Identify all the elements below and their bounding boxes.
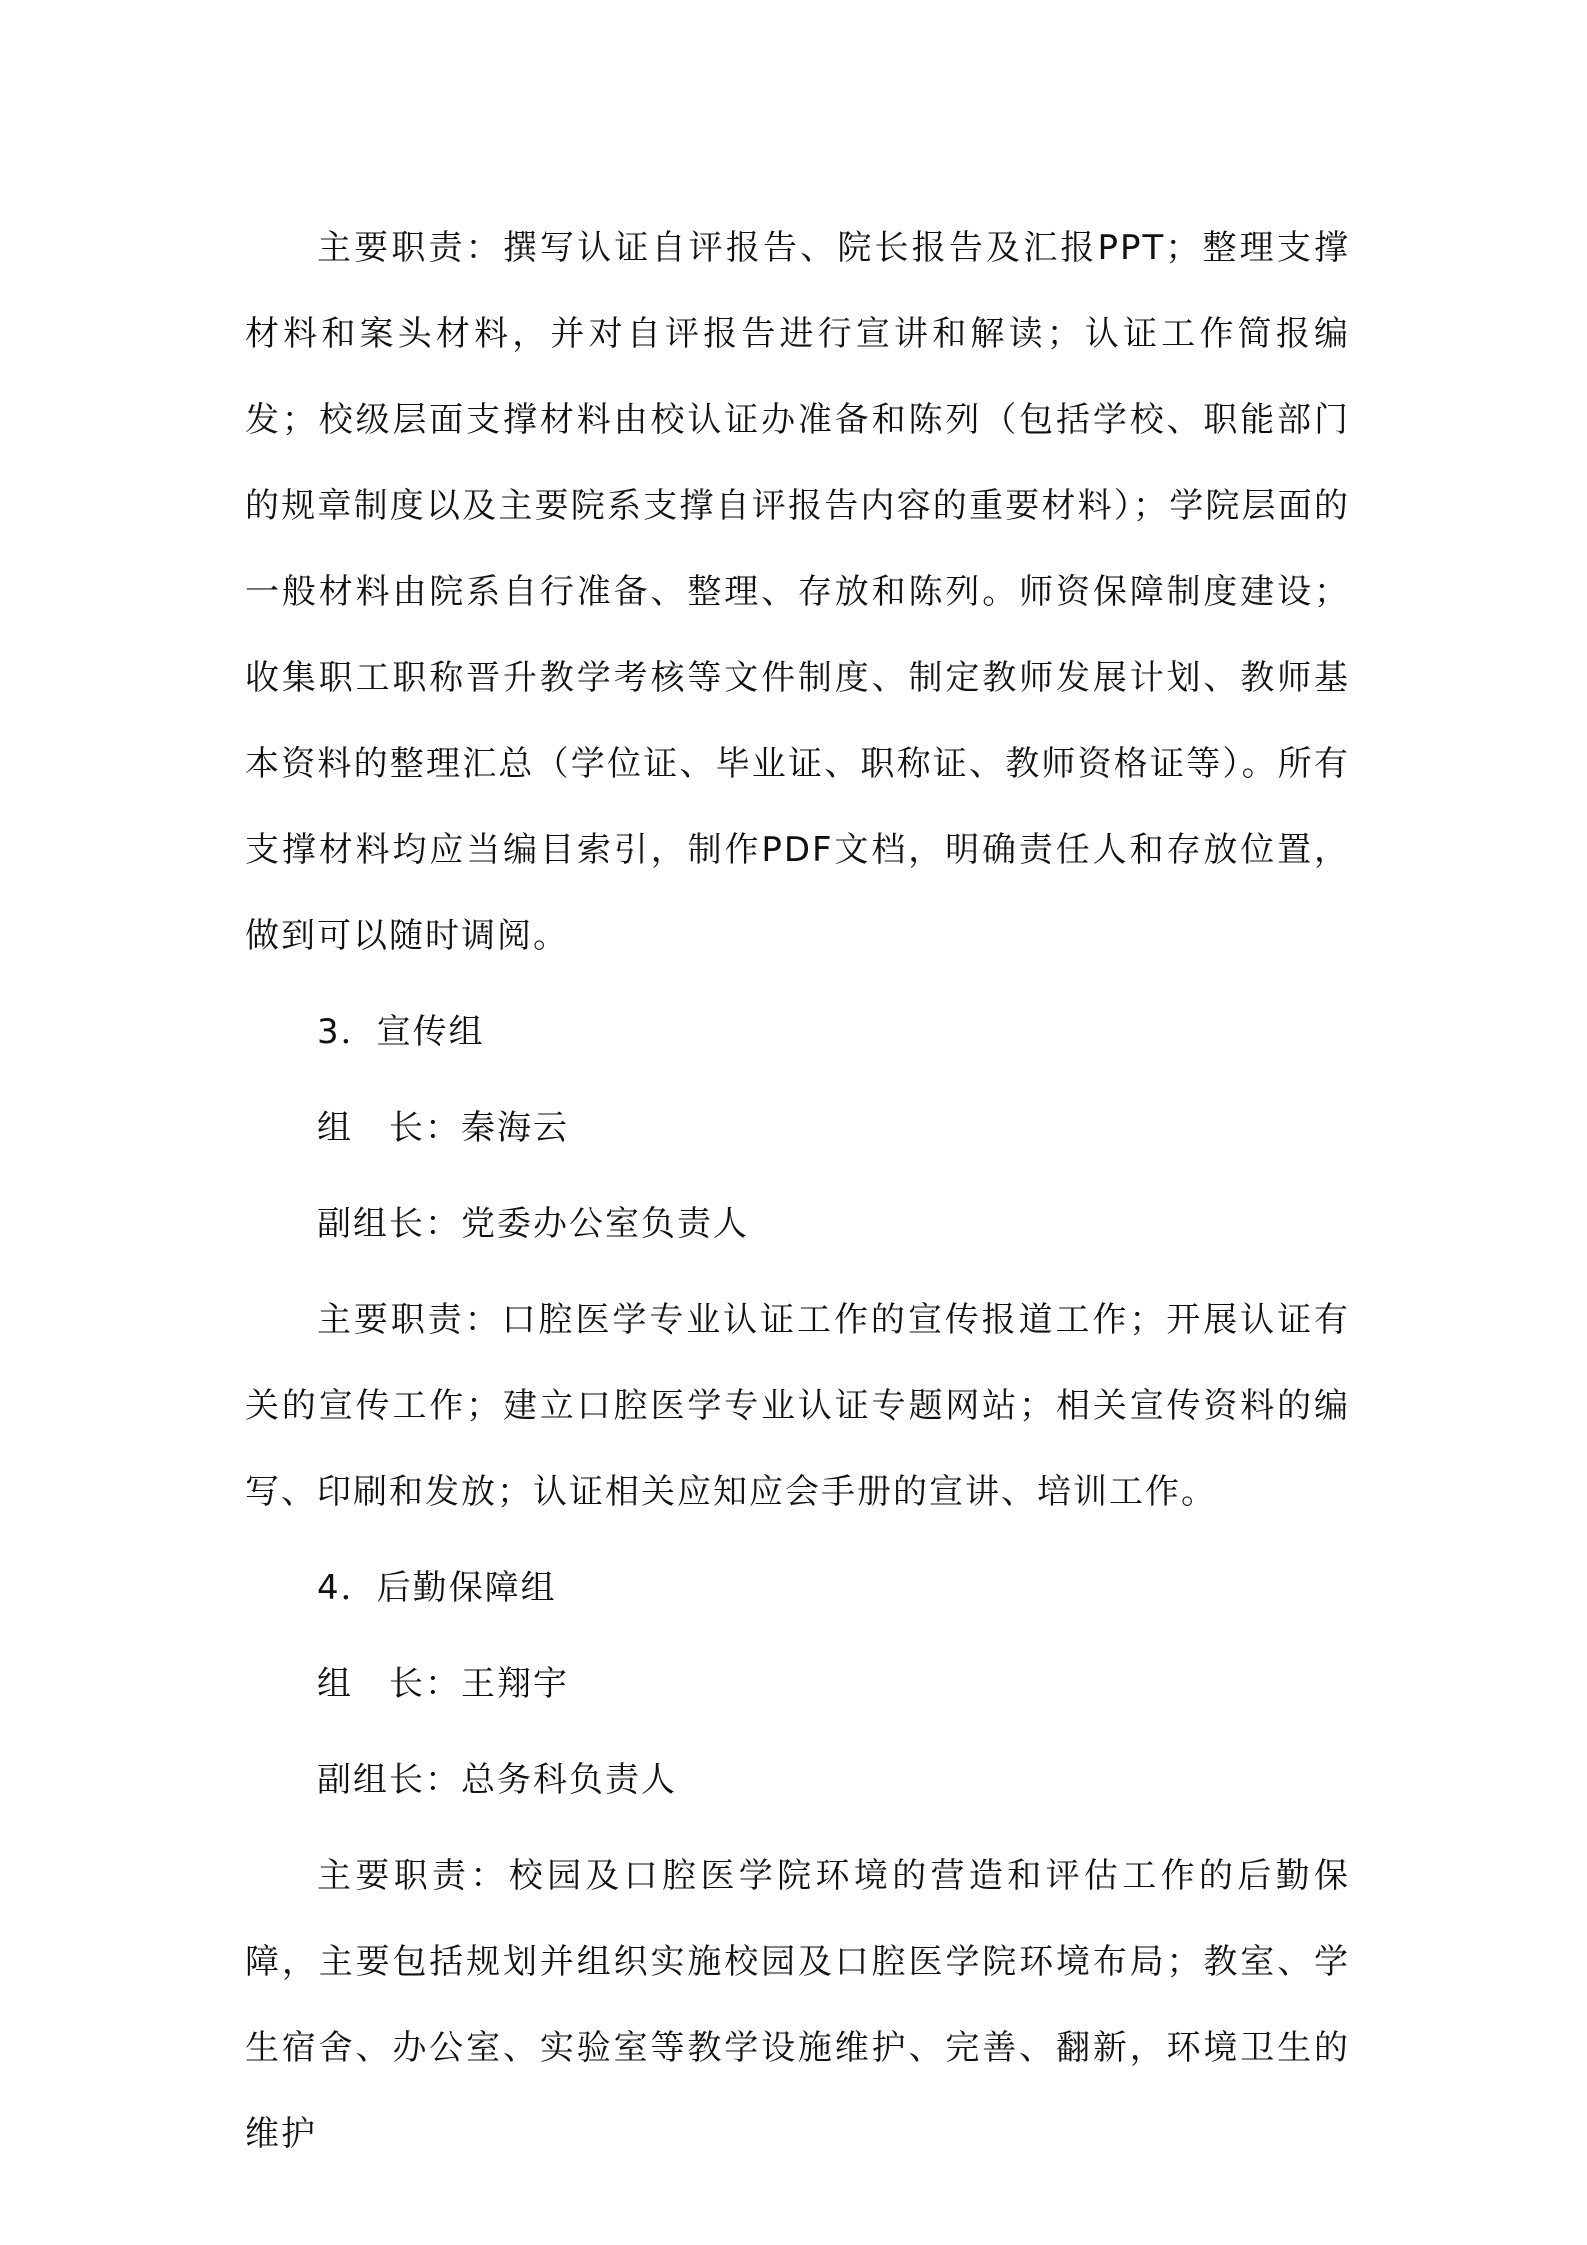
section4-duties-paragraph: 主要职责：校园及口腔医学院环境的营造和评估工作的后勤保障，主要包括规划并组织实施校园及口腔医学院环境布局；教室、学生宿舍、办公室、实验室等教学设施维护、完善、翻新，环境卫生的维护 bbox=[245, 1856, 1350, 2154]
section4-leader: 组 长：王翔宇 bbox=[317, 1664, 569, 1704]
document-body bbox=[245, 205, 1350, 2177]
section3-leader: 组 长：秦海云 bbox=[317, 1108, 569, 1148]
section2-duties-paragraph: 主要职责：撰写认证自评报告、院长报告及汇报PPT；整理支撑材料和案头材料，并对自评报告进行宣讲和解读；认证工作简报编发；校级层面支撑材料由校认证办准备和陈列（包括学校、职能部门的规章制度以及主要院系支撑自评报告内容的重要材料）；学院层面的一般材料由院系自行准备、整理、存放和陈列。师资保障制度建设；收集职工职称晋升教学考核等文件制度、制定教师发展计划、教师基本资料的整理汇总（学位证、毕业证、职称证、教师资格证等）。所有支撑材料均应当编目索引，制作PDF文档，明确责任人和存放位置，做到可以随时调阅。 bbox=[245, 228, 1350, 956]
section4-deputy: 副组长：总务科负责人 bbox=[317, 1760, 677, 1800]
section3-title: 3．宣传组 bbox=[317, 1012, 485, 1052]
section3-deputy: 副组长：党委办公室负责人 bbox=[317, 1204, 749, 1244]
section3-duties-paragraph: 主要职责：口腔医学专业认证工作的宣传报道工作；开展认证有关的宣传工作；建立口腔医学专业认证专题网站；相关宣传资料的编写、印刷和发放；认证相关应知应会手册的宣讲、培训工作。 bbox=[245, 1300, 1350, 1512]
section4-title: 4．后勤保障组 bbox=[317, 1568, 557, 1608]
